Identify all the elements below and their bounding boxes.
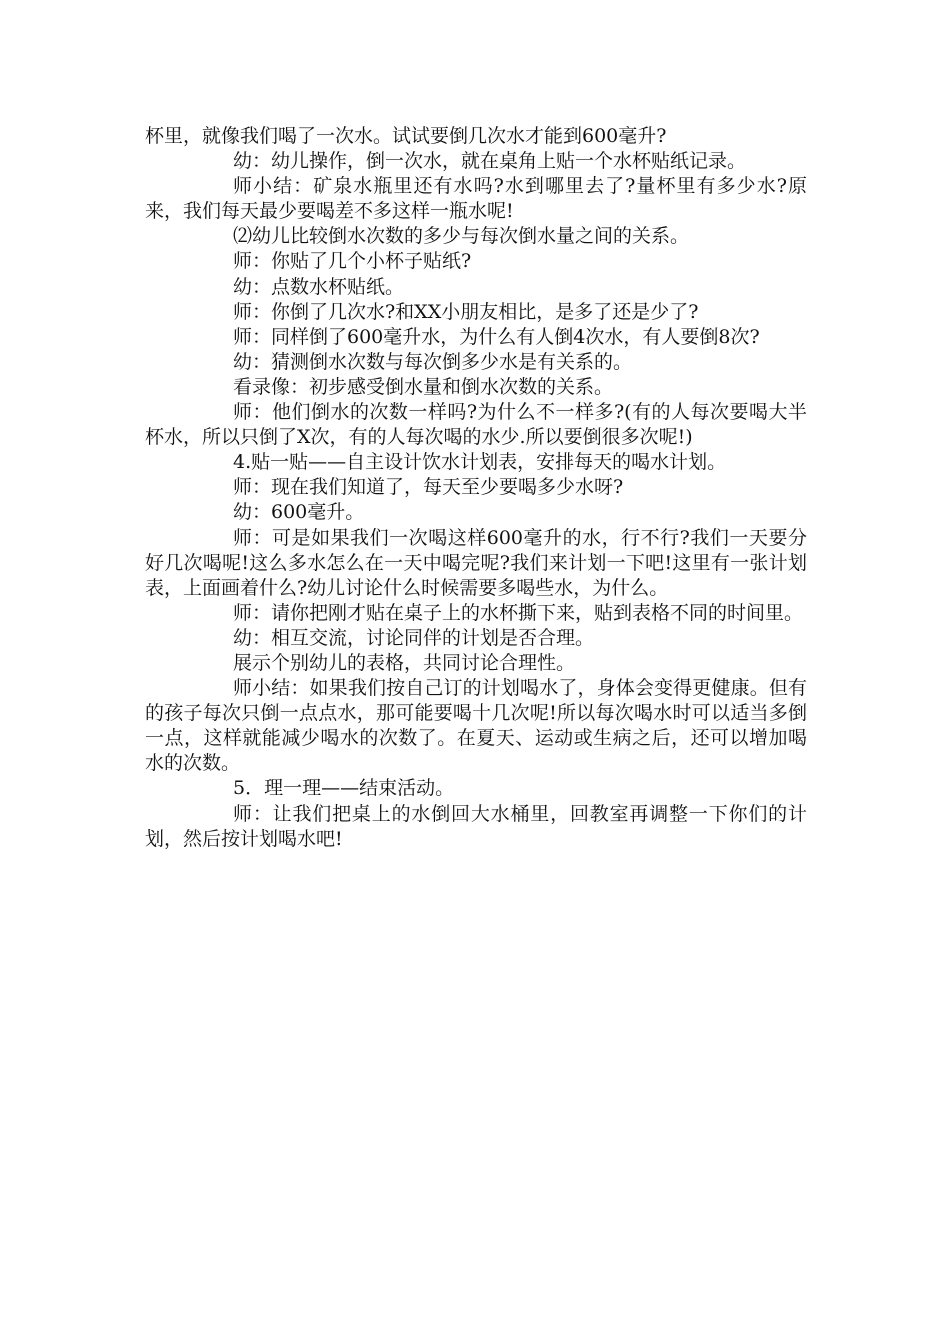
paragraph: 幼：相互交流，讨论同伴的计划是否合理。 bbox=[233, 626, 595, 649]
paragraph: 5．理一理——结束活动。 bbox=[233, 777, 455, 800]
paragraph: 师：他们倒水的次数一样吗?为什么不一样多?(有的人每次要喝大半杯水，所以只倒了X次，有的人每次喝的水少.所以要倒很多次呢!) bbox=[145, 401, 807, 449]
document-body bbox=[145, 124, 807, 852]
paragraph: 幼：猜测倒水次数与每次倒多少水是有关系的。 bbox=[233, 350, 633, 373]
paragraph: 师：你贴了几个小杯子贴纸? bbox=[233, 250, 472, 273]
paragraph: 师小结：如果我们按自己订的计划喝水了，身体会变得更健康。但有的孩子每次只倒一点点水，那可能要喝十几次呢!所以每次喝水时可以适当多倒一点，这样就能减少喝水的次数了。在夏天、运动或生病之后，还可以增加喝水的次数。 bbox=[145, 677, 807, 775]
paragraph: ⑵幼儿比较倒水次数的多少与每次倒水量之间的关系。 bbox=[233, 225, 690, 248]
paragraph: 师：同样倒了600毫升水，为什么有人倒4次水，有人要倒8次? bbox=[233, 325, 760, 348]
paragraph: 师：让我们把桌上的水倒回大水桶里，回教室再调整一下你们的计划，然后按计划喝水吧! bbox=[145, 802, 807, 850]
paragraph: 看录像：初步感受倒水量和倒水次数的关系。 bbox=[233, 375, 614, 398]
paragraph: 幼：幼儿操作，倒一次水，就在桌角上贴一个水杯贴纸记录。 bbox=[233, 150, 747, 173]
paragraph: 杯里，就像我们喝了一次水。试试要倒几次水才能到600毫升? bbox=[145, 125, 667, 147]
paragraph: 幼：点数水杯贴纸。 bbox=[233, 275, 405, 298]
paragraph: 幼：600毫升。 bbox=[233, 501, 365, 524]
paragraph: 4.贴一贴——自主设计饮水计划表，安排每天的喝水计划。 bbox=[233, 451, 727, 474]
paragraph: 师：请你把刚才贴在桌子上的水杯撕下来，贴到表格不同的时间里。 bbox=[233, 601, 804, 624]
paragraph: 师：现在我们知道了，每天至少要喝多少水呀? bbox=[233, 476, 624, 499]
paragraph: 师：你倒了几次水?和XX小朋友相比，是多了还是少了? bbox=[233, 300, 699, 323]
paragraph: 师：可是如果我们一次喝这样600毫升的水，行不行?我们一天要分好几次喝呢!这么多水怎么在一天中喝完呢?我们来计划一下吧!这里有一张计划表，上面画着什么?幼儿讨论什么时候需要多喝些水，为什么。 bbox=[145, 526, 807, 599]
paragraph: 师小结：矿泉水瓶里还有水吗?水到哪里去了?量杯里有多少水?原来，我们每天最少要喝差不多这样一瓶水呢! bbox=[145, 175, 807, 223]
paragraph: 展示个别幼儿的表格，共同讨论合理性。 bbox=[233, 651, 576, 674]
